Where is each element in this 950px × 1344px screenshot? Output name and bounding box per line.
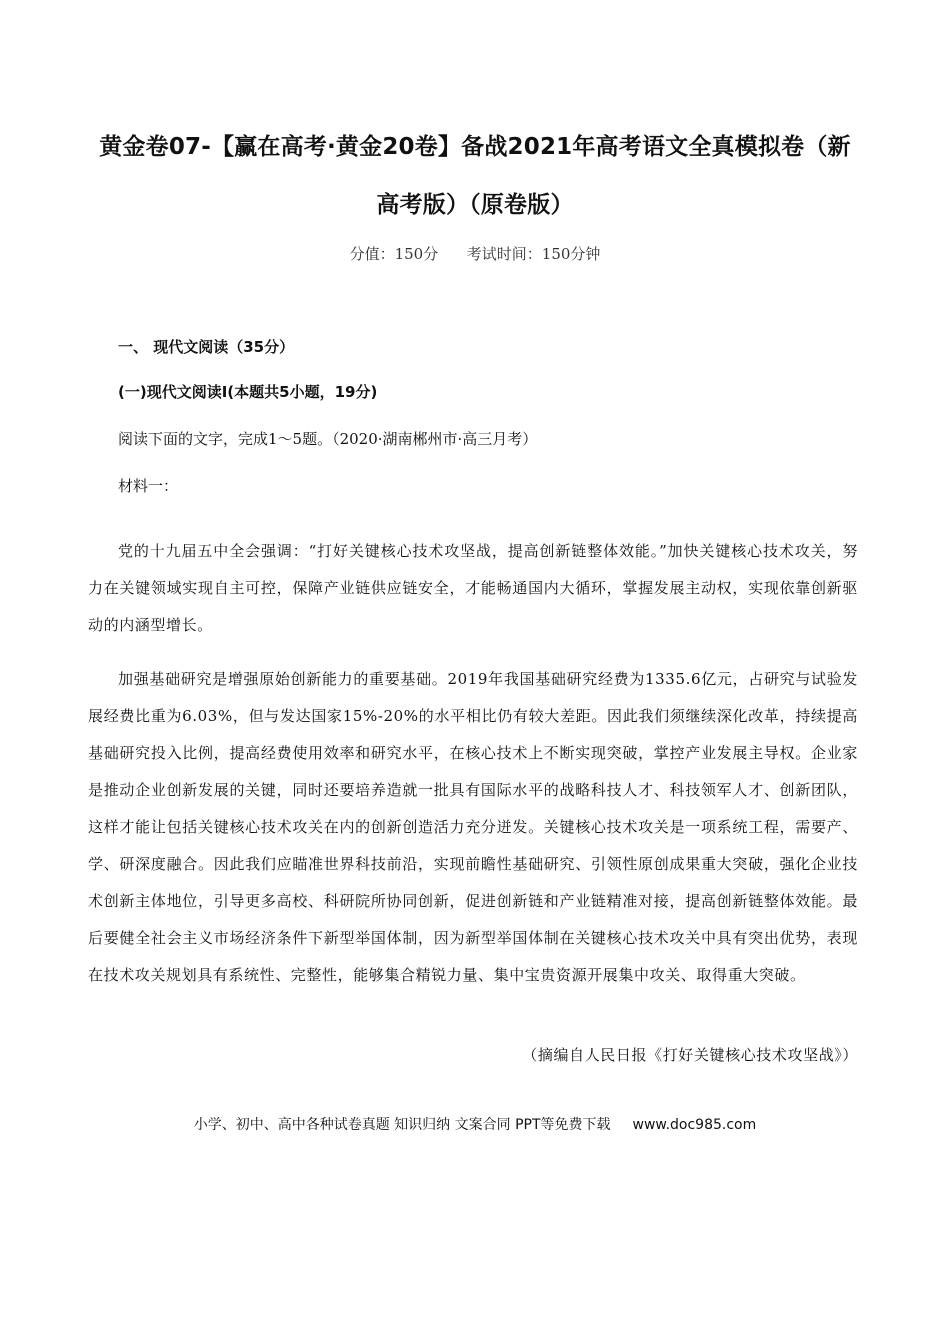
source-citation: （摘编自人民日报《打好关键核心技术攻坚战》） bbox=[522, 1046, 858, 1064]
reading-instruction: 阅读下面的文字，完成1～5题。（2020·湖南郴州市·高三月考） bbox=[118, 430, 538, 448]
page-footer bbox=[88, 1114, 862, 1134]
paragraph-1: 党的十九届五中全会强调：“打好关键核心技术攻坚战，提高创新链整体效能。”加快关键核心技术攻关，努力在关键领域实现自主可控，保障产业链供应链安全，才能畅通国内大循环，掌握发展主动权，实现依靠创新驱动的内涵型增长。 bbox=[88, 542, 858, 634]
paragraph-2: 加强基础研究是增强原始创新能力的重要基础。2019年我国基础研究经费为1335.6亿元，占研究与试验发展经费比重为6.03%，但与发达国家15%-20%的水平相比仍有较大差距。因此我们须继续深化改革，持续提高基础研究投入比例，提高经费使用效率和研究水平，在核心技术上不断实现突破，掌控产业发展主导权。企业家是推动企业创新发展的关键，同时还要培养造就一批具有国际水平的战略科技人才、科技领军人才、创新团队，这样才能让包括关键核心技术攻关在内的创新创造活力充分迸发。关键核心技术攻关是一项系统工程，需要产、学、研深度融合。因此我们应瞄准世界科技前沿，实现前瞻性基础研究、引领性原创成果重大突破，强化企业技术创新主体地位，引导更多高校、科研院所协同创新，促进创新链和产业链精准对接，提高创新链整体效能。最后要健全社会主义市场经济条件下新型举国体制，因为新型举国体制在关键核心技术攻关中具有突出优势，表现在技术攻关规划具有系统性、完整性，能够集合精锐力量、集中宝贵资源开展集中攻关、取得重大突破。 bbox=[88, 670, 858, 984]
footer-url[interactable]: www.doc985.com bbox=[632, 1117, 757, 1133]
sub-heading: (一)现代文阅读Ⅰ(本题共5小题，19分) bbox=[118, 383, 378, 401]
footer-text: 小学、初中、高中各种试卷真题 知识归纳 文案合同 PPT等免费下载 bbox=[193, 1117, 611, 1133]
section-heading: 一、 现代文阅读（35分） bbox=[118, 338, 295, 356]
document-title: 黄金卷07-【赢在高考·黄金20卷】备战2021年高考语文全真模拟卷（新高考版）（原卷版） bbox=[99, 134, 851, 218]
exam-meta: 分值：150分 考试时间：150分钟 bbox=[349, 245, 601, 263]
material-label: 材料一： bbox=[118, 477, 179, 495]
